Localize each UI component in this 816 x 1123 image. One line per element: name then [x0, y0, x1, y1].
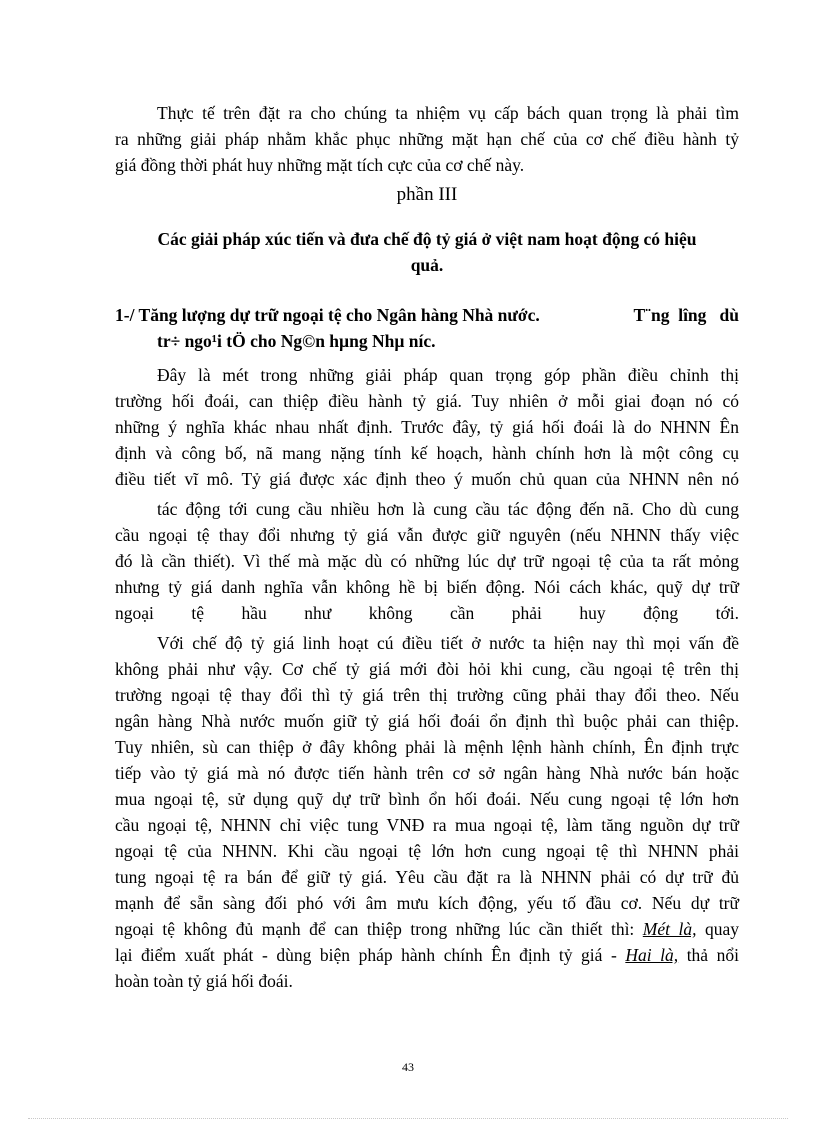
line-text: quay [696, 919, 739, 939]
paragraph-line: những ý nghĩa khác nhau nhất định. Trước đây, tỷ giá hối đoái là do NHNN Ên [115, 417, 739, 437]
paragraph-line: ngoại tệ hầu như không cần phải huy động tới. [115, 603, 739, 623]
paragraph-line: ngân hàng Nhà nước muốn giữ tỷ giá hối đoái ổn định thì buộc phải can thiệp. [115, 711, 739, 731]
intro-line: ra những giải pháp nhằm khắc phục những mặt hạn chế của cơ chế điều hành tỷ [115, 129, 739, 149]
paragraph-line: tiếp vào tỷ giá mà nó được tiến hành trên cơ sở ngân hàng Nhà nước bán hoặc [115, 763, 739, 783]
paragraph-line: trường ngoại tệ thay đổi thì tỷ giá trên thị trường cũng phải thay đổi theo. Nếu [115, 685, 739, 705]
section-title-line: Các giải pháp xúc tiến và đưa chế độ tỷ giá ở việt nam hoạt động có hiệu [157, 229, 697, 249]
subsection-garbled-text-2: tr÷ ngo¹i tÖ cho Ng©n hµng Nhµ níc. [157, 331, 436, 351]
paragraph-line: tung ngoại tệ ra bán để giữ tỷ giá. Yêu cầu đặt ra là NHNN phải có dự trữ đủ [115, 867, 739, 887]
paragraph-line: Với chế độ tỷ giá linh hoạt cú điều tiết ở nước ta hiện nay thì mọi vấn đề [157, 633, 739, 653]
page-border-dotted [28, 1118, 788, 1119]
intro-line: Thực tế trên đặt ra cho chúng ta nhiệm vụ cấp bách quan trọng là phải tìm [157, 103, 739, 123]
paragraph-line: định và công bố, nã mang nặng tính kế hoạch, hành chính hơn là một công cụ [115, 443, 739, 463]
line-text: lại điểm xuất phát - dùng biện pháp hành chính Ên định tỷ giá - [115, 945, 626, 965]
paragraph-line: nhưng tỷ giá danh nghĩa vẫn không hề bị biến động. Nói cách khác, quỹ dự trữ [115, 577, 739, 597]
paragraph-line: điều tiết vĩ mô. Tỷ giá được xác định theo ý muốn chủ quan của NHNN nên nó [115, 469, 739, 489]
paragraph-line: Tuy nhiên, sù can thiệp ở đây không phải là mệnh lệnh hành chính, Ên định trực [115, 737, 739, 757]
hai-la-emphasis: Hai là, [625, 945, 679, 965]
paragraph-line: tác động tới cung cầu nhiều hơn là cung cầu tác động đến nã. Cho dù cung [157, 499, 739, 519]
subsection-number: 1-/ [115, 305, 135, 325]
line-text: ngoại tệ không đủ mạnh để can thiệp trong những lúc cần thiết thì: [115, 919, 643, 939]
paragraph-line [115, 916, 739, 942]
paragraph-line: không phải như vậy. Cơ chế tỷ giá mới đòi hỏi khi cung, cầu ngoại tệ trên thị [115, 659, 739, 679]
paragraph-line: đó là cần thiết). Vì thế mà mặc dù có những lúc dự trữ ngoại tệ của ta rất mỏng [115, 551, 739, 571]
section-title-line: quả. [410, 255, 444, 275]
mot-la-emphasis: Mét là, [642, 919, 697, 939]
subsection-heading-line [115, 302, 739, 328]
paragraph-line: cầu ngoại tệ, NHNN chỉ việc tung VNĐ ra mua ngoại tệ, làm tăng nguồn dự trữ [115, 815, 739, 835]
paragraph-line: mua ngoại tệ, sử dụng quỹ dự trữ bình ổn hối đoái. Nếu cung ngoại tệ lớn hơn [115, 789, 739, 809]
intro-paragraph-cont [115, 126, 739, 178]
paragraph-1 [115, 362, 739, 492]
paragraph-3 [115, 630, 739, 994]
paragraph-line: ngoại tệ của NHNN. Khi cầu ngoại tệ lớn hơn cung ngoại tệ thì NHNN phải [115, 841, 739, 861]
paragraph-line: Đây là mét trong những giải pháp quan trọng góp phần điều chỉnh thị [157, 365, 739, 385]
subsection-heading [115, 302, 739, 354]
paragraph-line [115, 942, 739, 968]
intro-line: giá đồng thời phát huy những mặt tích cực của cơ chế này. [115, 155, 525, 175]
subsection-number-title [115, 302, 540, 328]
paragraph-line: trường hối đoái, can thiệp điều hành tỷ giá. Tuy nhiên ở mỗi giai đoạn nó có [115, 391, 739, 411]
paragraph-line: mạnh để sẵn sàng đối phó với âm mưu kích động, yếu tố đầu cơ. Nếu dự trữ [115, 893, 739, 913]
part-heading: phần III [396, 184, 458, 205]
section-title [115, 226, 739, 278]
paragraph-2 [115, 496, 739, 626]
intro-paragraph [115, 100, 739, 126]
subsection-title: Tăng lượng dự trữ ngoại tệ cho Ngân hàng Nhà nước. [138, 305, 540, 325]
line-text: thả nổi [678, 945, 739, 965]
paragraph-line: cầu ngoại tệ thay đổi nhưng tỷ giá vẫn được giữ nguyên (nếu NHNN thấy việc [115, 525, 739, 545]
paragraph-line: hoàn toàn tỷ giá hối đoái. [115, 971, 293, 991]
page-number: 43 [402, 1060, 414, 1074]
subsection-garbled-text: T¨ng lîng dù [633, 305, 739, 325]
